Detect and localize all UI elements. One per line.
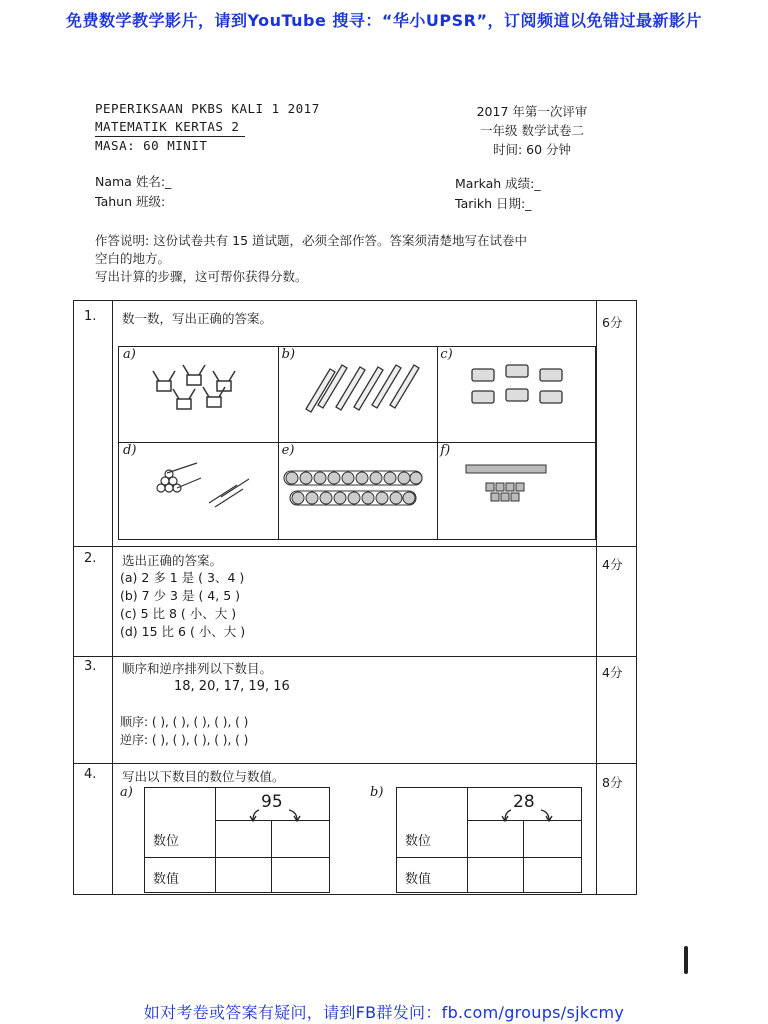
instructions: [95, 232, 655, 286]
cell-label: b): [281, 347, 296, 362]
cell-d: [119, 443, 278, 539]
arrows-icon: [245, 802, 305, 822]
instructions-line-3: 写出计算的步骤，这可帮你获得分数。: [95, 269, 308, 284]
sticks-bundle-picture: [119, 443, 269, 538]
place-value-table-a: [144, 787, 330, 893]
divider: [145, 857, 329, 858]
cell-label: d): [123, 443, 137, 458]
number-95: 95: [261, 792, 283, 812]
name-field-label: Nama 姓名:_: [95, 174, 172, 189]
divider: [112, 301, 113, 894]
divider: [74, 656, 636, 657]
instructions-line-2: 空白的地方。: [95, 251, 171, 266]
cell-label: a): [123, 347, 136, 362]
binder-clips-picture: [119, 347, 269, 442]
question-number: 1.: [84, 309, 97, 324]
date-field-label: Tarikh 日期:_: [455, 196, 532, 211]
cell-label: c): [440, 347, 453, 362]
cell-label: e): [281, 443, 295, 458]
cell-f: [436, 443, 595, 539]
value-label: 数值: [153, 872, 180, 887]
base-ten-blocks-picture: [436, 443, 594, 538]
class-field-label: Tahun 班级:: [95, 194, 166, 209]
paper-title-cn: 一年级 数学试卷二: [480, 123, 584, 138]
score-info: [455, 174, 541, 214]
option-c[interactable]: (c) 5 比 8 ( 小、大 ): [120, 606, 237, 621]
divider: [397, 857, 581, 858]
exam-header-left: [95, 100, 320, 155]
exam-duration-cn: 时间: 60 分钟: [492, 142, 572, 157]
divider: [74, 763, 636, 764]
instructions-line-1: 作答说明: 这份试卷共有 15 道试题，必须全部作答。答案须清楚地写在试卷中: [95, 233, 528, 248]
number-28: 28: [513, 792, 535, 812]
place-value-table-b: [396, 787, 582, 893]
descending-order-answer[interactable]: 逆序: ( ), ( ), ( ), ( ), ( ): [120, 733, 249, 747]
question-number: 3.: [84, 659, 97, 674]
cell-e: [278, 443, 437, 539]
question-text: 写出以下数目的数位与数值。: [122, 769, 285, 784]
exam-header-right: [462, 102, 602, 159]
exam-title: PEPERIKSAAN PKBS KALI 1 2017: [95, 101, 320, 116]
divider: [523, 820, 524, 892]
arrows-icon: [497, 802, 557, 822]
place-label: 数位: [153, 834, 180, 849]
question-text: 数一数，写出正确的答案。: [122, 311, 273, 326]
question-number: 4.: [84, 767, 97, 782]
question-number: 2.: [84, 551, 97, 566]
option-a[interactable]: (a) 2 多 1 是 ( 3、4 ): [120, 570, 245, 585]
question-text: 顺序和逆序排列以下数目。: [122, 661, 273, 676]
top-banner: 免费数学教学影片，请到YouTube 搜寻：“华小UPSR”，订阅频道以免错过最新影片: [65, 11, 703, 30]
part-a-label: a): [120, 785, 133, 800]
divider: [271, 820, 272, 892]
answer-options: [120, 569, 245, 641]
divider: [467, 788, 468, 892]
option-d[interactable]: (d) 15 比 6 ( 小、大 ): [120, 624, 246, 639]
question-table: [73, 300, 637, 895]
bottom-banner: 如对考卷或答案有疑问，请到FB群发问：fb.com/groups/sjkcmy: [143, 1003, 625, 1022]
cell-label: f): [440, 443, 451, 458]
divider: [215, 788, 216, 892]
question-marks: 6分: [602, 315, 623, 330]
paper-title: MATEMATIK KERTAS 2: [95, 118, 245, 137]
scan-mark: [684, 946, 688, 974]
staplers-picture: [436, 347, 594, 442]
value-label: 数值: [405, 872, 432, 887]
exam-title-cn: 2017 年第一次评审: [476, 104, 588, 119]
number-list: 18, 20, 17, 19, 16: [174, 679, 290, 694]
part-b-label: b): [370, 785, 384, 800]
exam-duration: MASA: 60 MINIT: [95, 138, 208, 153]
question-marks: 4分: [602, 557, 623, 572]
question-text: 选出正确的答案。: [122, 553, 223, 568]
ascending-order-answer[interactable]: 顺序: ( ), ( ), ( ), ( ), ( ): [120, 715, 249, 729]
question-marks: 8分: [602, 775, 623, 790]
pencils-picture: [278, 347, 428, 442]
student-info: [95, 172, 171, 212]
cell-a: [119, 347, 278, 443]
cell-b: [278, 347, 437, 443]
option-b[interactable]: (b) 7 少 3 是 ( 4, 5 ): [120, 588, 241, 603]
place-label: 数位: [405, 834, 432, 849]
cell-c: [436, 347, 595, 443]
beads-picture: [278, 443, 437, 538]
divider: [596, 301, 597, 894]
marks-field-label: Markah 成绩:_: [455, 176, 541, 191]
question-marks: 4分: [602, 665, 623, 680]
counting-grid: [118, 346, 596, 540]
divider: [74, 546, 636, 547]
